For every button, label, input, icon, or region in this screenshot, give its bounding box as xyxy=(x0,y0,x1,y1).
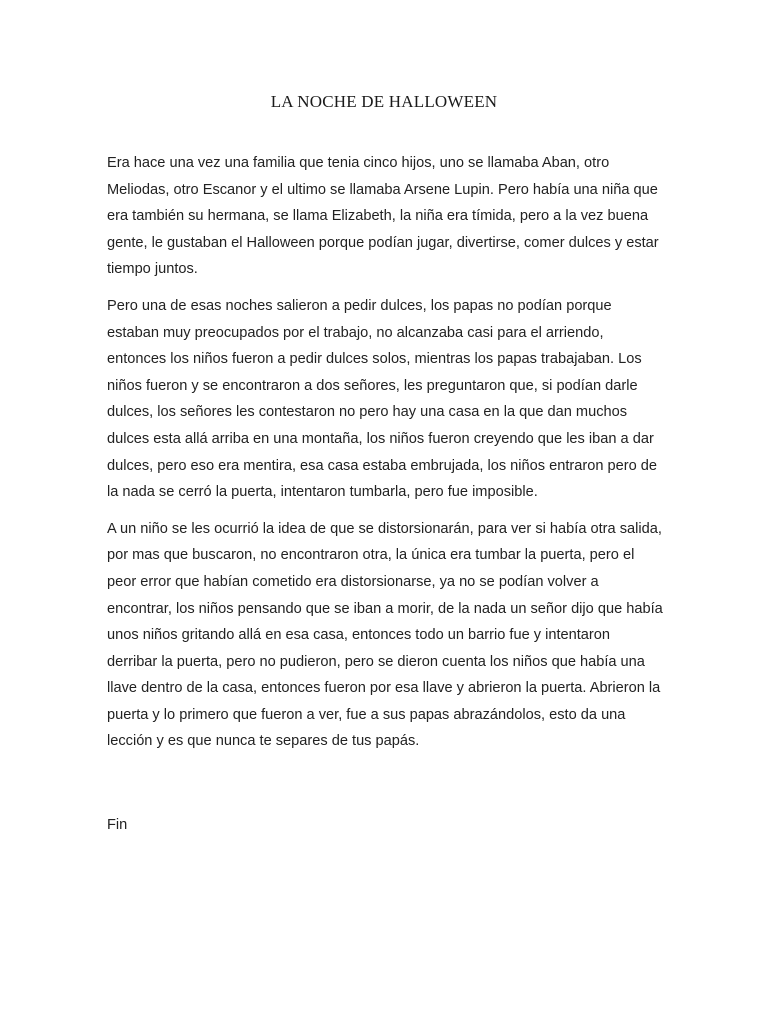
paragraph-2: Pero una de esas noches salieron a pedir dulces, los papas no podían porque estaban muy preocupados por el trabajo, no alcanzaba casi para el arriendo, entonces los niños fueron a pedir dulces solos, mientras los papas trabajaban. Los niños fueron y se encontraron a dos señores, les preguntaron que, si podían darle dulces, los señores les contestaron no pero hay una casa en la que dan muchos dulces esta allá arriba en una montaña, los niños fueron creyendo que les iban a dar dulces, pero eso era mentira, esa casa estaba embrujada, los niños entraron pero de la nada se cerró la puerta, intentaron tumbarla, pero fue imposible. xyxy=(107,297,658,501)
document-body xyxy=(107,150,663,765)
document-ending: Fin xyxy=(107,817,128,833)
paragraph-3: A un niño se les ocurrió la idea de que se distorsionarán, para ver si había otra salida, por mas que buscaron, no encontraron otra, la única era tumbar la puerta, pero el peor error que habían cometido era distorsionarse, ya no se podían volver a encontrar, los niños pensando que se iban a morir, de la nada un señor dijo que había unos niños gritando allá en esa casa, entonces todo un barrio fue y intentaron derribar la puerta, pero no pudieron, pero se dieron cuenta los niños que había una llave dentro de la casa, entonces fueron por esa llave y abrieron la puerta. Abrieron la puerta y lo primero que fueron a ver, fue a sus papas abrazándolos, esto da una lección y es que nunca te separes de tus papás. xyxy=(107,520,663,750)
document-title: LA NOCHE DE HALLOWEEN xyxy=(270,92,498,111)
paragraph-1: Era hace una vez una familia que tenia cinco hijos, uno se llamaba Aban, otro Meliodas, otro Escanor y el ultimo se llamaba Arsene Lupin. Pero había una niña que era también su hermana, se llama Elizabeth, la niña era tímida, pero a la vez buena gente, le gustaban el Halloween porque podían jugar, divertirse, comer dulces y estar tiempo juntos. xyxy=(107,155,659,278)
